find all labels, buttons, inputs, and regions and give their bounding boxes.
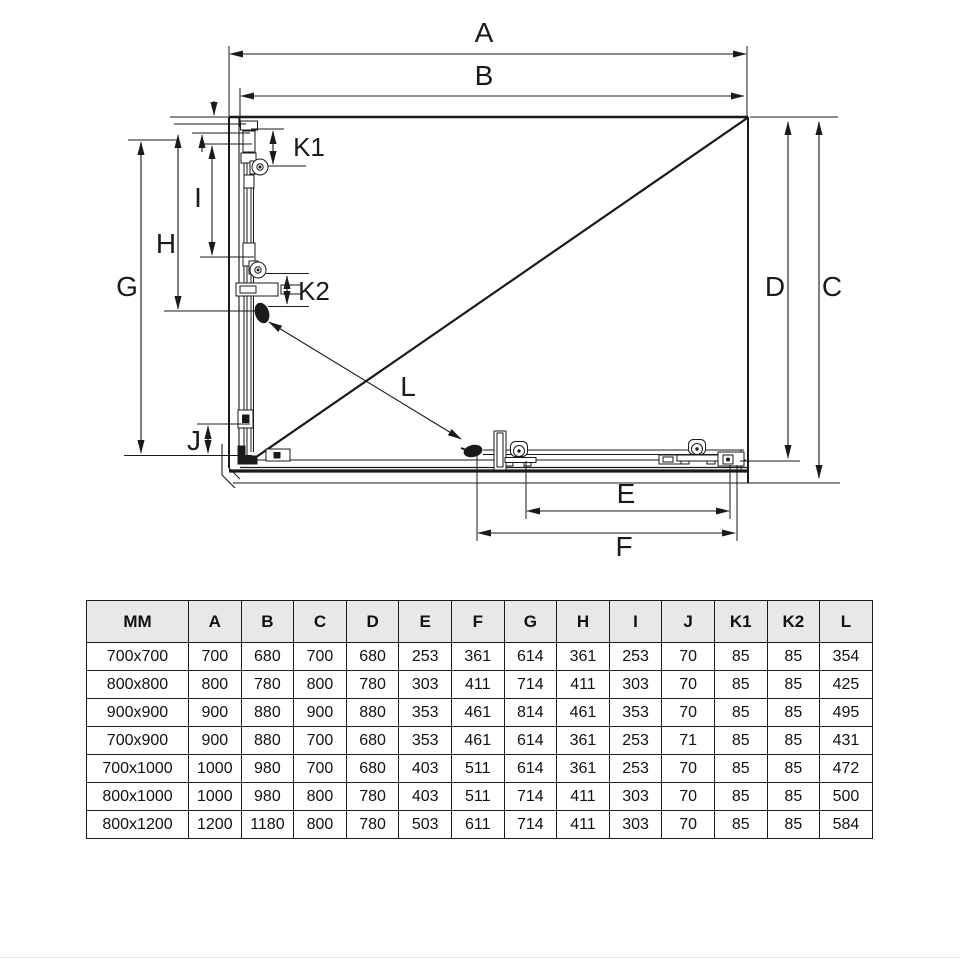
column-header: A [189,601,242,643]
value-cell: 700 [294,727,347,755]
size-cell: 700x900 [87,727,189,755]
value-cell: 85 [767,671,820,699]
column-header: E [399,601,452,643]
page-edge-line [0,957,960,958]
value-cell: 780 [346,783,399,811]
label-K2: K2 [298,276,330,306]
value-cell: 85 [767,783,820,811]
value-cell: 780 [241,671,294,699]
label-F: F [615,531,633,562]
table-row [87,699,873,727]
value-cell: 411 [557,671,610,699]
value-cell: 361 [557,727,610,755]
value-cell: 500 [820,783,873,811]
value-cell: 980 [241,755,294,783]
value-cell: 425 [820,671,873,699]
value-cell: 584 [820,811,873,839]
value-cell: 354 [820,643,873,671]
value-cell: 495 [820,699,873,727]
label-J: J [187,425,201,456]
value-cell: 303 [609,811,662,839]
extension-lines [124,46,843,541]
value-cell: 714 [504,811,557,839]
value-cell: 85 [714,755,767,783]
value-cell: 880 [241,727,294,755]
value-cell: 511 [451,783,504,811]
value-cell: 71 [662,727,715,755]
value-cell: 780 [346,811,399,839]
value-cell: 1000 [189,755,242,783]
size-table-head-row [87,601,873,643]
column-header: B [241,601,294,643]
value-cell: 70 [662,699,715,727]
size-cell: 800x800 [87,671,189,699]
value-cell: 85 [714,783,767,811]
value-cell: 85 [714,811,767,839]
value-cell: 900 [294,699,347,727]
value-cell: 70 [662,671,715,699]
label-H: H [155,228,177,259]
value-cell: 303 [609,671,662,699]
label-A: A [474,17,494,48]
value-cell: 253 [609,643,662,671]
column-header: J [662,601,715,643]
value-cell: 411 [451,671,504,699]
value-cell: 800 [294,811,347,839]
column-header: MM [87,601,189,643]
value-cell: 700 [294,643,347,671]
table-row [87,727,873,755]
table-row [87,755,873,783]
value-cell: 70 [662,811,715,839]
value-cell: 361 [451,643,504,671]
value-cell: 403 [399,755,452,783]
value-cell: 780 [346,671,399,699]
column-header: I [609,601,662,643]
value-cell: 353 [609,699,662,727]
value-cell: 800 [189,671,242,699]
column-header: D [346,601,399,643]
size-cell: 700x1000 [87,755,189,783]
value-cell: 680 [346,643,399,671]
value-cell: 680 [346,727,399,755]
size-table-body [87,643,873,839]
table-row [87,811,873,839]
value-cell: 403 [399,783,452,811]
value-cell: 611 [451,811,504,839]
value-cell: 614 [504,643,557,671]
table-row [87,643,873,671]
value-cell: 85 [767,755,820,783]
value-cell: 253 [609,727,662,755]
dimension-labels [116,17,842,562]
size-cell: 800x1200 [87,811,189,839]
value-cell: 503 [399,811,452,839]
value-cell: 880 [346,699,399,727]
value-cell: 253 [609,755,662,783]
left-door-hardware [236,121,301,464]
value-cell: 614 [504,727,557,755]
bottom-door-knob [463,444,483,459]
size-cell: 800x1000 [87,783,189,811]
value-cell: 303 [399,671,452,699]
value-cell: 85 [714,671,767,699]
value-cell: 431 [820,727,873,755]
column-header: K1 [714,601,767,643]
label-D: D [764,271,786,302]
value-cell: 714 [504,783,557,811]
value-cell: 361 [557,755,610,783]
value-cell: 511 [451,755,504,783]
size-table [86,600,873,839]
value-cell: 800 [294,783,347,811]
value-cell: 70 [662,755,715,783]
value-cell: 411 [557,811,610,839]
value-cell: 85 [714,643,767,671]
table-row [87,671,873,699]
column-header: C [294,601,347,643]
value-cell: 85 [767,811,820,839]
value-cell: 680 [241,643,294,671]
value-cell: 85 [767,643,820,671]
value-cell: 361 [557,643,610,671]
value-cell: 900 [189,699,242,727]
value-cell: 70 [662,783,715,811]
value-cell: 85 [767,727,820,755]
value-cell: 700 [294,755,347,783]
column-header: L [820,601,873,643]
table-row [87,783,873,811]
value-cell: 472 [820,755,873,783]
left-door-knob [253,301,272,324]
value-cell: 900 [189,727,242,755]
value-cell: 980 [241,783,294,811]
size-cell: 700x700 [87,643,189,671]
label-E: E [616,478,636,509]
value-cell: 461 [557,699,610,727]
value-cell: 353 [399,699,452,727]
value-cell: 253 [399,643,452,671]
value-cell: 614 [504,755,557,783]
label-G: G [116,271,138,302]
dimension-L [269,322,461,439]
column-header: F [451,601,504,643]
value-cell: 85 [714,699,767,727]
column-header: H [557,601,610,643]
value-cell: 714 [504,671,557,699]
value-cell: 411 [557,783,610,811]
label-B: B [474,60,494,91]
value-cell: 1180 [241,811,294,839]
value-cell: 814 [504,699,557,727]
value-cell: 700 [189,643,242,671]
label-K1: K1 [293,132,325,162]
label-C: C [821,271,843,302]
value-cell: 880 [241,699,294,727]
size-cell: 900x900 [87,699,189,727]
column-header: K2 [767,601,820,643]
value-cell: 85 [714,727,767,755]
value-cell: 461 [451,727,504,755]
value-cell: 680 [346,755,399,783]
value-cell: 800 [294,671,347,699]
value-cell: 461 [451,699,504,727]
label-I: I [194,182,202,213]
column-header: G [504,601,557,643]
value-cell: 70 [662,643,715,671]
label-L: L [400,371,416,402]
value-cell: 85 [767,699,820,727]
value-cell: 303 [609,783,662,811]
value-cell: 1200 [189,811,242,839]
value-cell: 353 [399,727,452,755]
value-cell: 1000 [189,783,242,811]
